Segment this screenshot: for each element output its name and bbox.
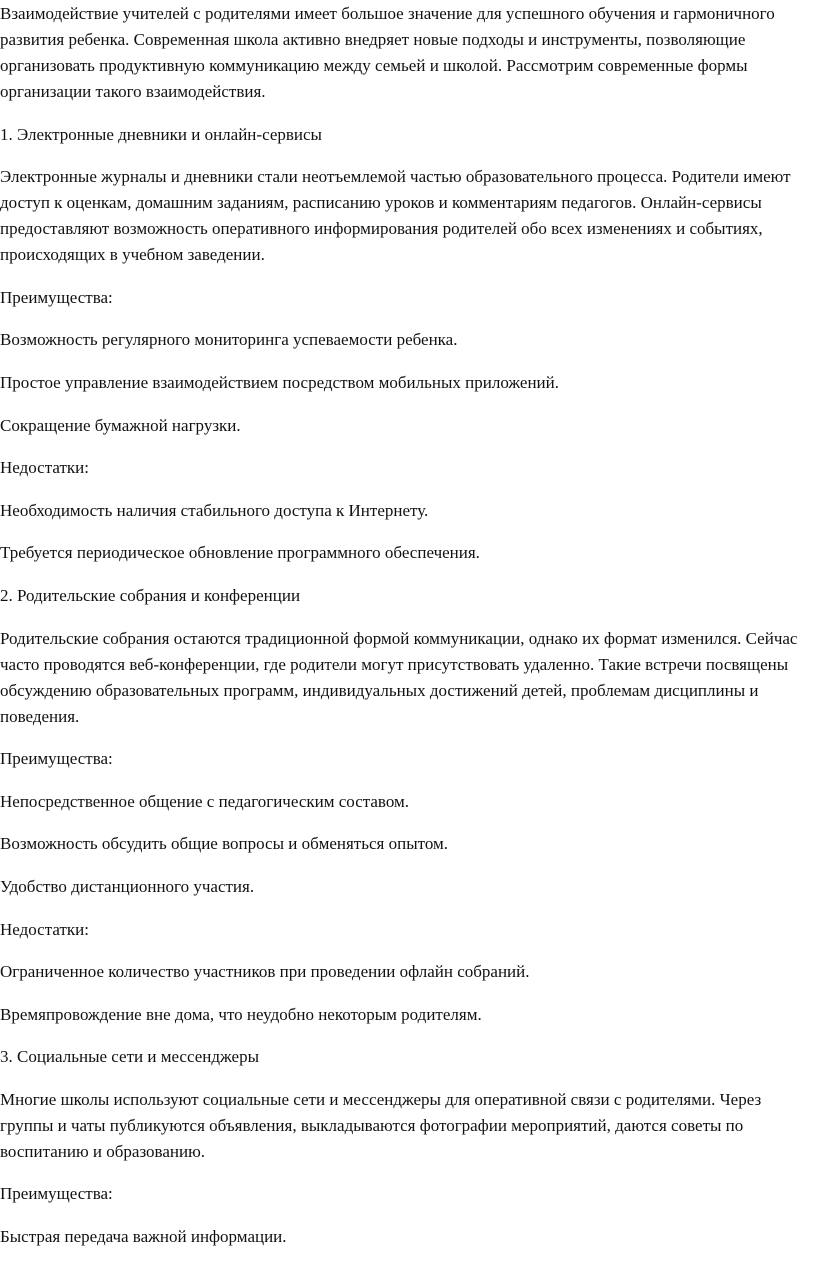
section-heading-electronic-diaries: 1. Электронные дневники и онлайн-сервисы	[0, 124, 322, 144]
parent-meetings-paragraph: Родительские собрания остаются традиционной формой коммуникации, однако их формат изменился. Сейчас часто проводятся веб-конференции, где родители могут присутствовать удаленно. Такие встречи посвящены обсуждению образовательных программ, индивидуальных достижений детей, проблемам дисциплины и поведения.	[0, 628, 798, 726]
list-item: Сокращение бумажной нагрузки.	[0, 415, 241, 435]
list-item: Возможность регулярного мониторинга успеваемости ребенка.	[0, 330, 458, 350]
advantages-label: Преимущества:	[0, 749, 113, 769]
section-heading-parent-meetings: 2. Родительские собрания и конференции	[0, 585, 301, 605]
list-item: Времяпровождение вне дома, что неудобно некоторым родителям.	[0, 1004, 482, 1024]
social-networks-paragraph: Многие школы используют социальные сети и мессенджеры для оперативной связи с родителями. Через группы и чаты публикуются объявления, выкладываются фотографии мероприятий, даются советы по воспитанию и образованию.	[0, 1089, 762, 1161]
list-item: Возможность обсудить общие вопросы и обменяться опытом.	[0, 834, 449, 854]
list-item: Удобство дистанционного участия.	[0, 876, 255, 896]
list-item: Необходимость наличия стабильного доступа к Интернету.	[0, 500, 429, 520]
list-item: Простое управление взаимодействием посредством мобильных приложений.	[0, 372, 559, 392]
list-item: Быстрая передача важной информации.	[0, 1227, 287, 1247]
advantages-label: Преимущества:	[0, 287, 113, 307]
disadvantages-label: Недостатки:	[0, 919, 89, 939]
list-item: Ограниченное количество участников при проведении офлайн собраний.	[0, 962, 530, 982]
electronic-diaries-paragraph: Электронные журналы и дневники стали неотъемлемой частью образовательного процесса. Родители имеют доступ к оценкам, домашним заданиям, расписанию уроков и комментариям педагогов. Онлайн-сервисы предоставляют возможность оперативного информирования родителей обо всех изменениях и событиях, происходящих в учебном заведении.	[0, 167, 791, 265]
intro-paragraph: Взаимодействие учителей с родителями имеет большое значение для успешного обучения и гармоничного развития ребенка. Современная школа активно внедряет новые подходы и инструменты, позволяющие организовать продуктивную коммуникацию между семьей и школой. Рассмотрим современные формы организации такого взаимодействия.	[0, 4, 775, 101]
advantages-label: Преимущества:	[0, 1184, 113, 1204]
disadvantages-label: Недостатки:	[0, 458, 89, 478]
list-item: Непосредственное общение с педагогическим составом.	[0, 791, 410, 811]
section-heading-social-networks: 3. Социальные сети и мессенджеры	[0, 1047, 260, 1067]
list-item: Требуется периодическое обновление программного обеспечения.	[0, 543, 480, 563]
